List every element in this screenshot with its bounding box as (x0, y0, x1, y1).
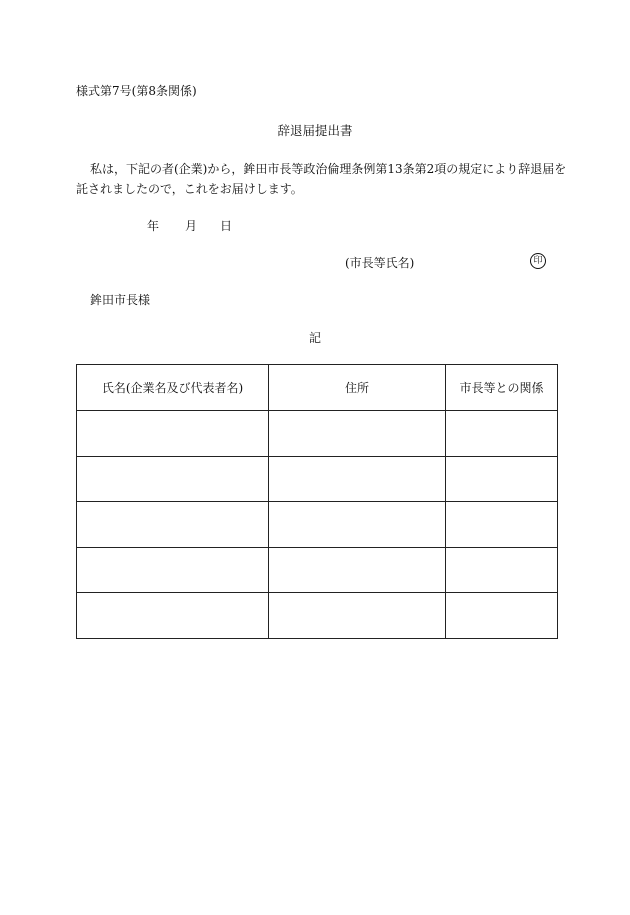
ki-heading: 記 (308, 331, 321, 345)
header-address: 住所 (269, 365, 446, 411)
table-cell-relationship[interactable] (446, 502, 558, 548)
header-relationship: 市長等との関係 (446, 365, 558, 411)
table-cell-relationship[interactable] (446, 593, 558, 639)
table-cell-address[interactable] (269, 411, 446, 457)
document-title: 辞退届提出書 (277, 123, 353, 138)
table-cell-name[interactable] (77, 456, 269, 502)
table-cell-relationship[interactable] (446, 411, 558, 457)
table-cell-address[interactable] (269, 502, 446, 548)
table-cell-name[interactable] (77, 502, 269, 548)
table-row (77, 547, 558, 593)
header-name-company: 氏名(企業名及び代表者名) (77, 365, 269, 411)
table-cell-address[interactable] (269, 456, 446, 502)
date-year-label: 年 (147, 219, 160, 233)
table-cell-name[interactable] (77, 411, 269, 457)
table-cell-address[interactable] (269, 547, 446, 593)
table-header-row (77, 365, 558, 411)
mayor-name-label: (市長等氏名) (345, 256, 415, 270)
addressee: 鉾田市長様 (90, 293, 151, 307)
seal-mark: 印 (530, 253, 546, 269)
table-row (77, 593, 558, 639)
resignation-table (76, 364, 558, 639)
table-cell-name[interactable] (77, 547, 269, 593)
body-text-line-1: 私は，下記の者(企業)から，鉾田市長等政治倫理条例第13条第2項の規定により辞退届を (90, 162, 567, 176)
form-number: 様式第7号(第8条関係) (76, 84, 197, 98)
date-month-label: 月 (185, 219, 198, 233)
table-cell-address[interactable] (269, 593, 446, 639)
table-row (77, 502, 558, 548)
table-cell-relationship[interactable] (446, 547, 558, 593)
body-text-line-2: 託されましたので，これをお届けします。 (76, 182, 303, 196)
date-day-label: 日 (220, 219, 233, 233)
table-cell-relationship[interactable] (446, 456, 558, 502)
table-cell-name[interactable] (77, 593, 269, 639)
table-row (77, 456, 558, 502)
table-row (77, 411, 558, 457)
